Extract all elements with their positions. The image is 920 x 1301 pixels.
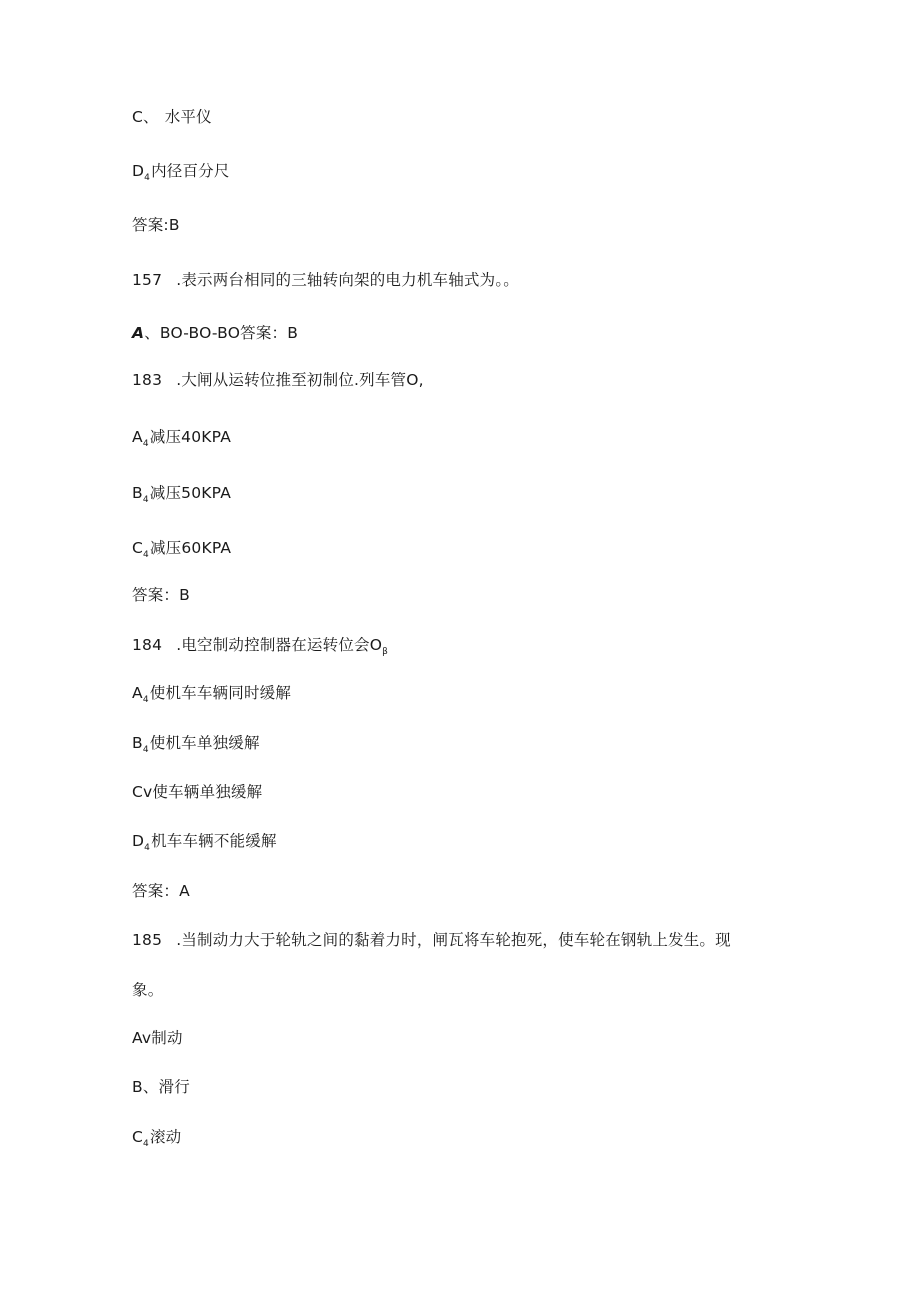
option-a-line: [132, 427, 231, 450]
question-subscript: β: [382, 647, 389, 657]
option-d-line: [132, 161, 230, 184]
option-text: Av制动: [132, 1029, 183, 1047]
option-letter: D: [132, 162, 145, 180]
option-text: 滚动: [149, 1128, 182, 1146]
question-157: [132, 270, 519, 290]
question-185: [132, 930, 731, 950]
option-text: 使机车单独缓解: [149, 734, 260, 752]
option-letter: A: [132, 428, 143, 446]
answer-text: 答案：A: [132, 882, 190, 900]
answer-text: 答案：B: [132, 586, 190, 604]
option-letter: B: [132, 734, 143, 752]
option-text: Cv使车辆单独缓解: [132, 783, 263, 801]
option-c-line: [132, 1127, 181, 1150]
answer-text: 答案:B: [132, 216, 180, 234]
option-subscript: 4: [142, 745, 149, 755]
question-text: .当制动力大于轮轨之间的黏着力时，闸瓦将车轮抱死，使车轮在钢轨上发生。现: [176, 931, 731, 949]
option-text: 使机车车辆同时缓解: [149, 684, 292, 702]
question-text: .电空制动控制器在运转位会O: [176, 636, 383, 654]
option-a-line: [132, 683, 291, 706]
question-number: 185: [132, 931, 163, 949]
option-letter: B: [132, 484, 143, 502]
option-letter: D: [132, 832, 145, 850]
option-text: 减压40KPA: [149, 428, 231, 446]
option-subscript: 4: [144, 843, 151, 853]
question-text: .表示两台相同的三轴转向架的电力机车轴式为。。: [176, 271, 519, 289]
option-a-answer-line: [132, 323, 298, 343]
option-text: 内径百分尺: [151, 162, 230, 180]
option-subscript: 4: [143, 1139, 149, 1149]
answer-line: [132, 881, 190, 901]
option-c-line: [132, 782, 262, 802]
question-number: 183: [132, 371, 163, 389]
option-text: 减压60KPA: [149, 539, 232, 557]
question-text: 象。: [132, 981, 164, 999]
option-subscript: 4: [142, 695, 149, 705]
option-subscript: 4: [143, 550, 149, 560]
option-letter: C、: [132, 108, 159, 126]
option-text: 、BO-BO-BO答案：B: [144, 324, 299, 342]
option-text: 机车车辆不能缓解: [151, 832, 277, 850]
option-b-line: [132, 1077, 190, 1097]
option-text: B、滑行: [132, 1078, 190, 1096]
option-subscript: 4: [142, 439, 149, 449]
answer-line: [132, 585, 190, 605]
question-number: 184: [132, 636, 163, 654]
question-number: 157: [132, 271, 163, 289]
option-subscript: 4: [142, 495, 149, 505]
option-letter: C: [132, 539, 144, 557]
option-b-line: [132, 483, 231, 506]
question-183: [132, 370, 424, 390]
answer-line: [132, 215, 180, 235]
option-d-line: [132, 831, 277, 854]
option-c-line: [132, 538, 231, 561]
question-184: [132, 635, 389, 658]
option-letter: A: [132, 324, 145, 342]
question-185-continuation: [132, 980, 163, 1000]
option-b-line: [132, 733, 260, 756]
option-letter: C: [132, 1128, 144, 1146]
option-a-line: [132, 1028, 183, 1048]
option-c-line: [132, 107, 212, 127]
question-text: .大闸从运转位推至初制位.列车管O,: [176, 371, 424, 389]
option-text: 水平仪: [164, 108, 212, 126]
option-letter: A: [132, 684, 143, 702]
option-text: 减压50KPA: [149, 484, 232, 502]
option-subscript: 4: [144, 173, 151, 183]
